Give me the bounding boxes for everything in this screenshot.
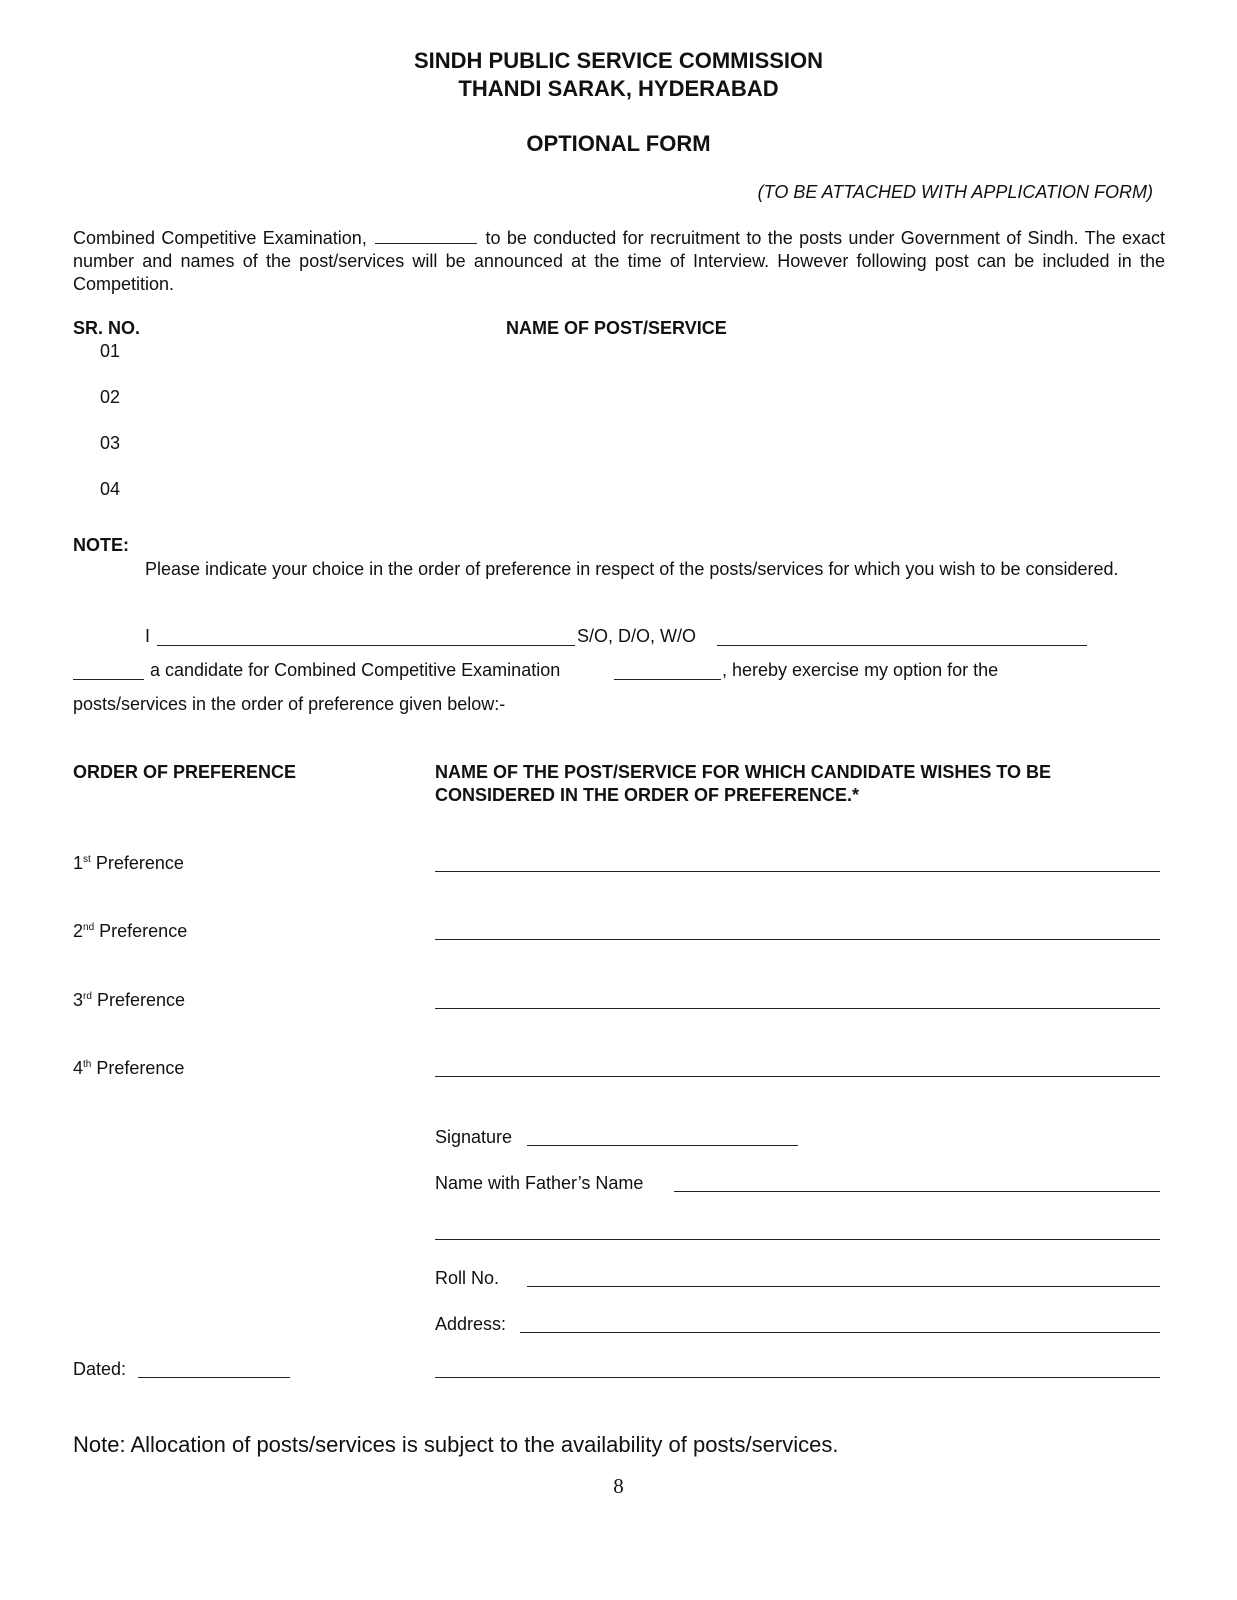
preference-label: 2nd Preference (73, 921, 188, 941)
preference-4-line[interactable] (435, 1076, 1160, 1077)
signature-line[interactable] (527, 1145, 798, 1146)
preference-label: 1st Preference (73, 853, 184, 873)
sr-number: 03 (100, 433, 121, 453)
allocation-note: Note: Allocation of posts/services is subject to the availability of posts/services. (73, 1432, 839, 1457)
address-label: Address: (435, 1314, 507, 1334)
note-text: Please indicate your choice in the order of preference in respect of the posts/services for which you wish to be considered. (145, 559, 1119, 579)
exam-year-blank-2[interactable] (614, 679, 721, 680)
sr-number: 01 (100, 341, 121, 361)
exam-year-blank[interactable] (375, 243, 477, 244)
name-father-line-2[interactable] (435, 1239, 1160, 1240)
roll-no-line[interactable] (527, 1286, 1160, 1287)
sr-no-header: SR. NO. (73, 318, 141, 338)
dated-label: Dated: (73, 1359, 127, 1379)
post-name-header: NAME OF POST/SERVICE (506, 318, 727, 338)
declaration-i: I (145, 626, 151, 646)
declaration-line-3: posts/services in the order of preference given below:- (73, 694, 506, 714)
sr-number: 02 (100, 387, 121, 407)
page-number: 8 (613, 1474, 624, 1498)
preference-label: 3rd Preference (73, 990, 185, 1010)
post-service-header-line1: NAME OF THE POST/SERVICE FOR WHICH CANDIDATE WISHES TO BE (435, 762, 1052, 782)
preference-2-line[interactable] (435, 939, 1160, 940)
preference-label: 4th Preference (73, 1058, 185, 1078)
address-line[interactable] (520, 1332, 1160, 1333)
order-of-preference-header: ORDER OF PREFERENCE (73, 762, 297, 782)
dated-line[interactable] (138, 1377, 290, 1378)
sr-number: 04 (100, 479, 121, 499)
signature-label: Signature (435, 1127, 513, 1147)
address-line-2[interactable] (435, 1377, 1160, 1378)
father-name-blank[interactable] (717, 645, 1087, 646)
relation-label: S/O, D/O, W/O (577, 626, 697, 646)
preference-3-line[interactable] (435, 1008, 1160, 1009)
name-father-line[interactable] (674, 1191, 1160, 1192)
name-father-label: Name with Father’s Name (435, 1173, 644, 1193)
candidate-name-blank[interactable] (157, 645, 575, 646)
candidate-text: a candidate for Combined Competitive Examination (150, 660, 561, 680)
attach-note: (TO BE ATTACHED WITH APPLICATION FORM) (757, 182, 1153, 202)
intro-paragraph (73, 227, 1165, 296)
organization-name: SINDH PUBLIC SERVICE COMMISSION (413, 48, 824, 73)
note-label: NOTE: (73, 535, 129, 555)
organization-address: THANDI SARAK, HYDERABAD (458, 76, 779, 101)
declaration-blank[interactable] (73, 679, 144, 680)
preference-1-line[interactable] (435, 871, 1160, 872)
roll-no-label: Roll No. (435, 1268, 500, 1288)
post-service-header-line2: CONSIDERED IN THE ORDER OF PREFERENCE.* (435, 785, 860, 805)
intro-body: to be conducted for recruitment to the posts under Government of Sindh. The exact number and names of the post/services will be announced at the time of Interview. However following post can be included in the Competition. (73, 228, 1165, 294)
exercise-text: , hereby exercise my option for the (722, 660, 999, 680)
intro-exam-name: Combined Competitive Examination, (73, 228, 367, 248)
form-title: OPTIONAL FORM (526, 131, 711, 156)
